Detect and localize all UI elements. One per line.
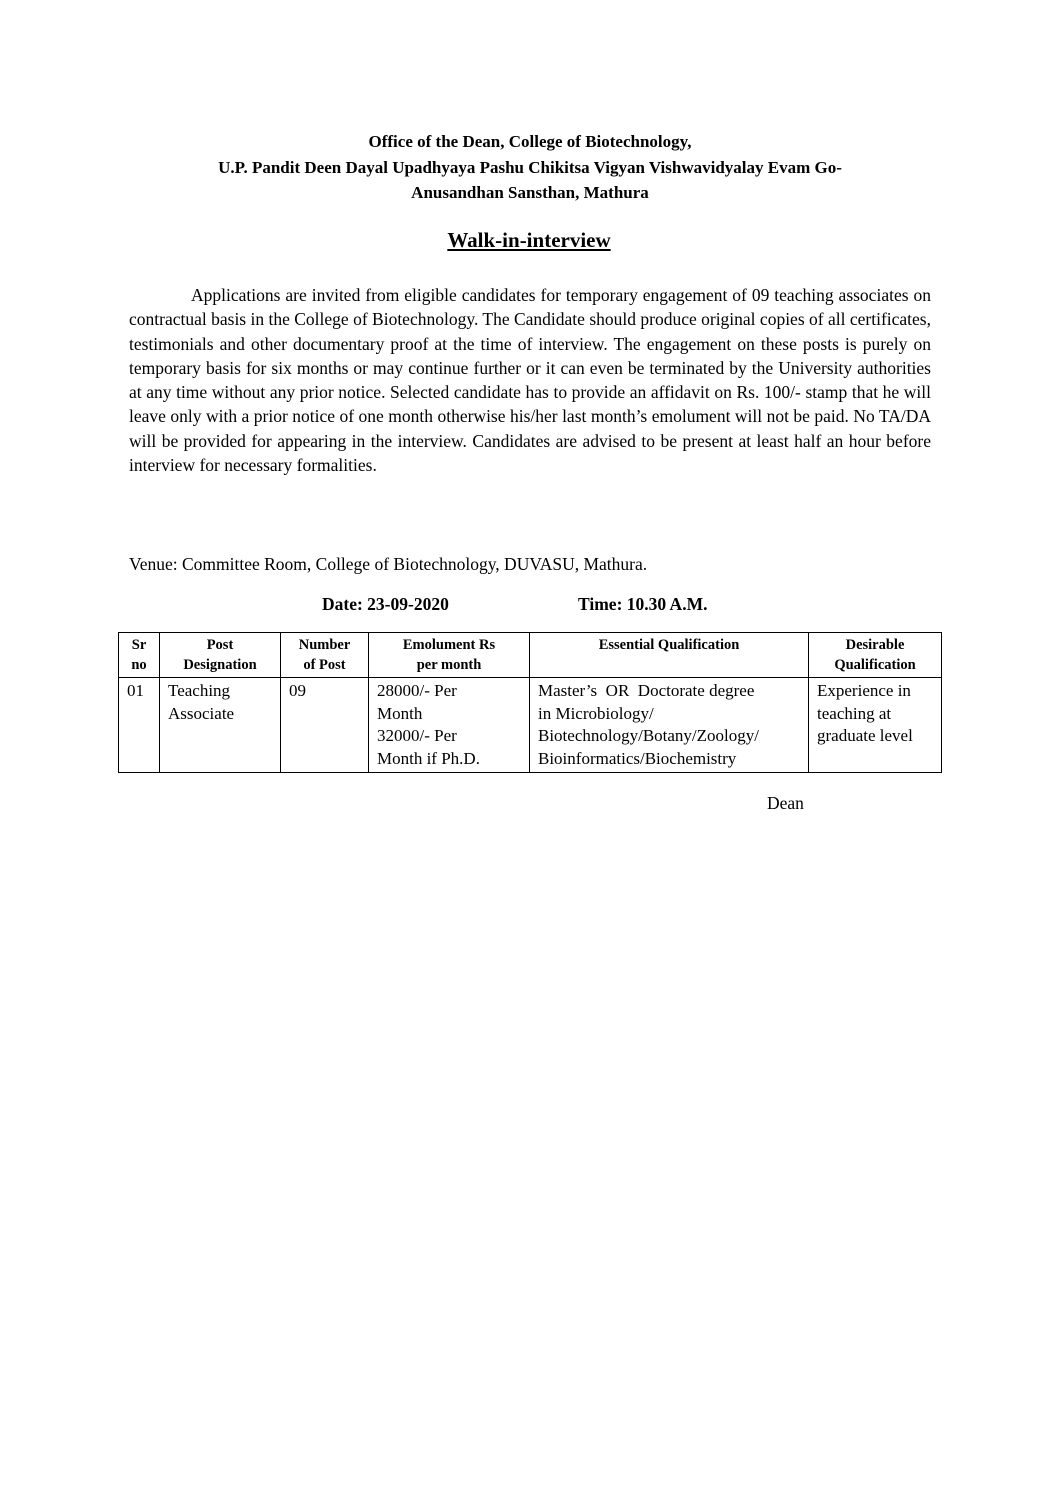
cell-line: Associate bbox=[168, 703, 235, 723]
cell-line: teaching at bbox=[817, 703, 892, 723]
table-header-row bbox=[119, 633, 942, 678]
header-text: Sr bbox=[131, 637, 147, 653]
header-post bbox=[160, 633, 281, 678]
notice-title: Walk-in-interview bbox=[447, 228, 611, 252]
cell-sr: 01 bbox=[119, 678, 160, 773]
venue-text: Venue: Committee Room, College of Biotechnology, DUVASU, Mathura. bbox=[129, 554, 648, 574]
cell-line: 28000/- Per bbox=[377, 681, 457, 700]
header-line-1: Office of the Dean, College of Biotechnology, bbox=[368, 132, 692, 151]
header-text: Post bbox=[206, 637, 234, 653]
header-line-3: Anusandhan Sansthan, Mathura bbox=[411, 183, 649, 202]
header-desirable bbox=[809, 633, 942, 678]
cell-desirable bbox=[809, 678, 942, 773]
cell-line: Teaching bbox=[168, 681, 231, 700]
interview-time: Time: 10.30 A.M. bbox=[578, 594, 708, 614]
cell-line: Biotechnology/Botany/Zoology/ bbox=[538, 726, 759, 745]
interview-date: Date: 23-09-2020 bbox=[322, 594, 449, 614]
cell-number: 09 bbox=[281, 678, 369, 773]
cell-emolument bbox=[369, 678, 530, 773]
notice-body: Applications are invited from eligible candidates for temporary engagement of 09 teaching associates on contractual basis in the College of Biotechnology. The Candidate should produce original copies of all certificates, testimonials and other documentary proof at the time of interview. The engagement on these posts is purely on temporary basis for six months or may continue further or it can even be terminated by the University authorities at any time without any prior notice. Selected candidate has to provide an affidavit on Rs. 100/- stamp that he will leave only with a prior notice of one month otherwise his/her last month’s emolument will not be paid. No TA/DA will be provided for appearing in the interview. Candidates are advised to be present at least half an hour before interview for necessary formalities. bbox=[129, 285, 931, 476]
header-text: Designation bbox=[183, 657, 257, 673]
header-text: Number bbox=[298, 637, 351, 653]
cell-post bbox=[160, 678, 281, 773]
posts-table bbox=[118, 632, 942, 773]
cell-line: Bioinformatics/Biochemistry bbox=[538, 748, 737, 768]
cell-line: Month bbox=[377, 703, 423, 723]
notice-title-wrapper bbox=[0, 228, 1058, 253]
header-text: Emolument Rs bbox=[402, 637, 496, 653]
header-emolument bbox=[369, 633, 530, 678]
header-number bbox=[281, 633, 369, 678]
header-text: of Post bbox=[303, 657, 346, 673]
header-text: Essential Qualification bbox=[598, 637, 740, 653]
table-row bbox=[119, 678, 942, 773]
cell-line: Master’s OR Doctorate degree bbox=[538, 681, 755, 700]
cell-line: graduate level bbox=[817, 726, 913, 745]
header-essential bbox=[530, 633, 809, 678]
cell-line: Experience in bbox=[817, 681, 911, 700]
header-text: per month bbox=[416, 657, 482, 673]
header-sr bbox=[119, 633, 160, 678]
cell-line: 32000/- Per bbox=[377, 726, 457, 745]
header-line-2: U.P. Pandit Deen Dayal Upadhyaya Pashu Chikitsa Vigyan Vishwavidyalay Evam Go- bbox=[218, 158, 842, 177]
cell-essential bbox=[530, 678, 809, 773]
header-text: Qualification bbox=[834, 657, 916, 673]
cell-line: Month if Ph.D. bbox=[377, 748, 480, 768]
header-text: Desirable bbox=[845, 637, 905, 653]
cell-line: in Microbiology/ bbox=[538, 703, 654, 723]
signature-dean: Dean bbox=[767, 793, 804, 813]
header-text: no bbox=[131, 657, 147, 673]
